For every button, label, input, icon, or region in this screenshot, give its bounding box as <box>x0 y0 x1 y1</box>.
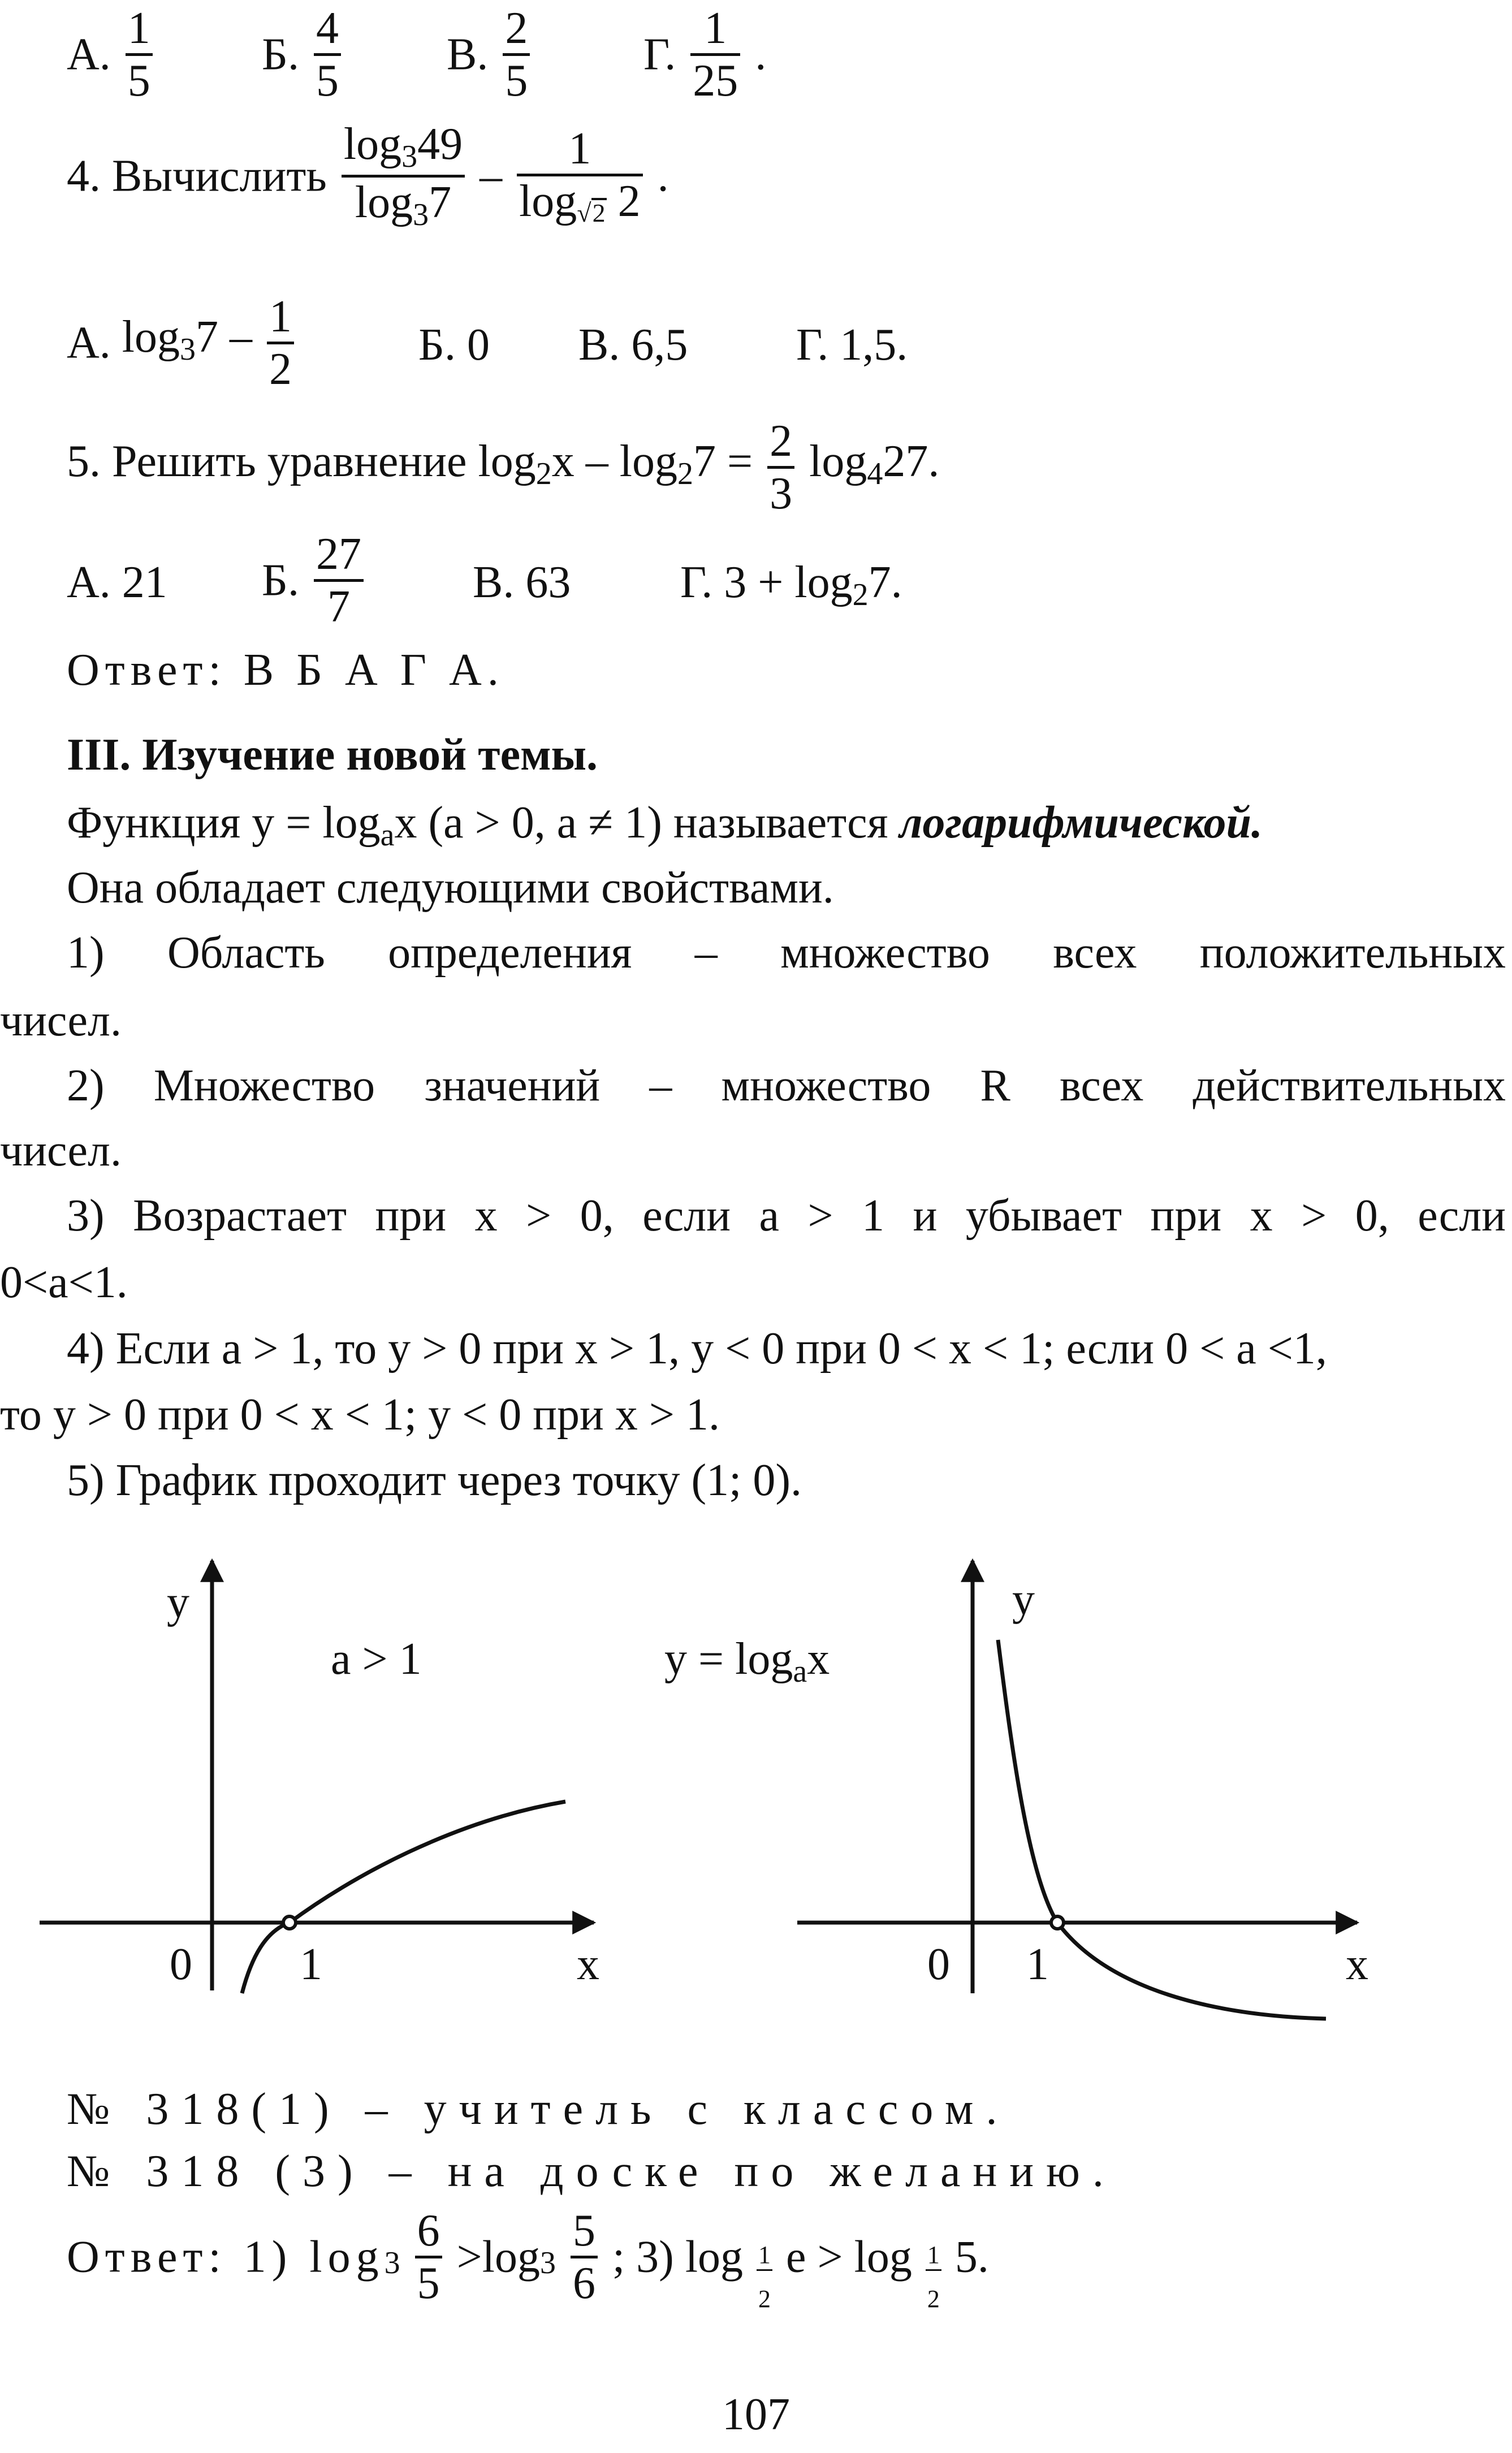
q4-fraction-1: $\frac{\log_349}{\log_37}$ <box>342 122 465 231</box>
fraction: $\frac{6}{5}$ <box>415 2208 442 2306</box>
definition-line: Функция $y = \log_ax$ (a > 0, a ≠ 1) называется логарифмической. <box>67 798 1263 853</box>
property-4-line-2: то y > 0 при 0 < x < 1; y < 0 при x > 1. <box>0 1390 720 1440</box>
q5-equation: 5. Решить уравнение $\log_2x - \log_27$ = $\frac{2}{3}$ $\log_427$. <box>67 416 940 519</box>
property-3-line-1: 3) Возрастает при x > 0, если a > 1 и убывает при x > 0, если <box>67 1191 1506 1241</box>
graphs-figure <box>0 1538 1512 2047</box>
y-label: y <box>1012 1575 1035 1625</box>
property-2-line-2: чисел. <box>0 1126 122 1176</box>
origin-label: 0 <box>170 1940 192 1989</box>
one-label: 1 <box>1026 1940 1049 1989</box>
fraction: $\frac{1}{2}$ <box>267 294 294 392</box>
q4-option-a: А. $\log_37$ – $\frac{1}{2}$ <box>67 294 297 392</box>
x-label: x <box>577 1940 599 1989</box>
q3-option-b <box>262 3 344 106</box>
task-2: № 318 (3) – на доске по желанию. <box>67 2147 1116 2196</box>
properties-intro: Она обладает следующими свойствами. <box>67 863 834 913</box>
log-curve-increasing <box>242 1802 565 1993</box>
x-label: x <box>1346 1940 1368 1989</box>
q5-option-c: В. 63 <box>473 558 571 607</box>
function-label: y = logax <box>664 1634 830 1689</box>
condition-label: a > 1 <box>331 1634 422 1684</box>
q4-expression: 4. Вычислить $\frac{\log_349}{\log_37}$ – $\frac{1}{\log√2 2}$ . <box>67 119 669 232</box>
property-1-line-1: 1) Область определения – множество всех положительных <box>67 928 1506 978</box>
option-letter: В. <box>447 29 489 80</box>
property-4-line-1: 4) Если a > 1, то y > 0 при x > 1, y < 0 при 0 < x < 1; если 0 < a <1, <box>67 1324 1327 1374</box>
q5-option-b: Б. $\frac{27}{7}$ <box>262 532 367 629</box>
property-1-line-2: чисел. <box>0 996 122 1046</box>
property-5: 5) График проходит через точку (1; 0). <box>67 1456 802 1505</box>
option-letter: А. <box>67 29 111 80</box>
task-1: № 318(1) – учитель с классом. <box>67 2084 1010 2134</box>
q3-option-c <box>447 3 533 106</box>
fraction: $\frac{5}{6}$ <box>571 2208 598 2306</box>
option-letter: Г. <box>643 29 676 80</box>
answer-line-1: Ответ: В Б А Г А. <box>67 645 504 695</box>
q3-option-d: Г. $\frac{1}{25}$ . <box>643 3 767 106</box>
base-fraction: $\frac{1}{2}$ <box>757 2243 772 2312</box>
point-1-0 <box>283 1916 296 1929</box>
page-number: 107 <box>722 2390 790 2439</box>
q4-fraction-2: $\frac{1}{\log√2 2}$ <box>517 126 642 226</box>
q4-option-d: Г. 1,5. <box>796 320 908 370</box>
section-title: III. Изучение новой темы. <box>67 730 598 780</box>
option-letter: Б. <box>262 29 299 80</box>
point-1-0 <box>1051 1916 1064 1929</box>
q4-option-b: Б. 0 <box>418 320 490 370</box>
one-label: 1 <box>300 1940 322 1989</box>
q4-prefix: 4. Вычислить <box>67 151 327 201</box>
y-label: y <box>167 1578 189 1627</box>
fraction: $\frac{2}{5}$ <box>503 6 530 103</box>
q5-option-d: Г. $3 + \log_27$. <box>680 558 902 612</box>
fraction: $\frac{4}{5}$ <box>314 6 341 103</box>
q3-option-a <box>67 3 156 106</box>
answer-line-2: Ответ: 1) log3 $\frac{6}{5}$ >log3 $\frac{5}{6}$ ; 3) log $\frac{1}{2}$ e > log $\frac{1}{2}$ 5. <box>67 2206 989 2313</box>
fraction: $\frac{1}{25}$ <box>690 6 740 103</box>
fraction: $\frac{2}{3}$ <box>767 418 794 516</box>
fraction: $\frac{1}{5}$ <box>126 6 153 103</box>
q5-option-a: А. 21 <box>67 558 167 607</box>
fraction: $\frac{27}{7}$ <box>314 532 364 629</box>
property-3-line-2: 0<a<1. <box>0 1258 128 1307</box>
property-2-line-1: 2) Множество значений – множество R всех действительных <box>67 1061 1506 1111</box>
graph-decreasing <box>797 1561 1368 2019</box>
graph-increasing <box>40 1561 599 1993</box>
base-fraction: $\frac{1}{2}$ <box>926 2243 941 2312</box>
q4-option-c: В. 6,5 <box>578 320 688 370</box>
defined-term: логарифмической. <box>899 798 1263 848</box>
origin-label: 0 <box>927 1940 950 1989</box>
